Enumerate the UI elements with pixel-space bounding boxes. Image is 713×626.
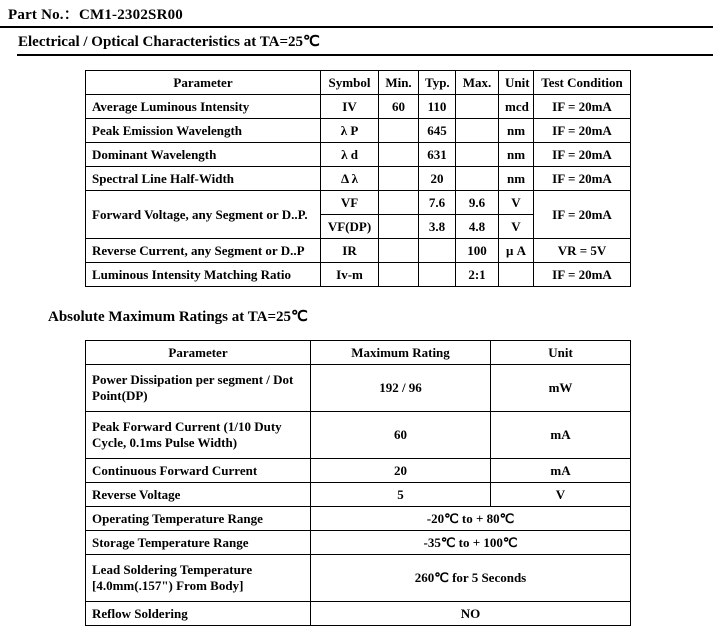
table-cell	[379, 239, 419, 263]
table-cell: λ d	[321, 143, 379, 167]
table-cell: 20	[311, 459, 491, 483]
table-cell: VF	[321, 191, 379, 215]
table-cell	[379, 263, 419, 287]
header-row	[86, 71, 631, 95]
table-cell: 631	[419, 143, 456, 167]
table-row	[86, 167, 631, 191]
table-cell	[456, 167, 499, 191]
table-cell: VF(DP)	[321, 215, 379, 239]
table-row	[86, 507, 631, 531]
table-row	[86, 239, 631, 263]
table-cell: nm	[499, 167, 534, 191]
table-cell	[419, 263, 456, 287]
column-header: Unit	[499, 71, 534, 95]
table-cell: 20	[419, 167, 456, 191]
table-row	[86, 143, 631, 167]
table-cell: 260℃ for 5 Seconds	[311, 555, 631, 602]
table-cell: Reflow Soldering	[86, 602, 311, 626]
table-cell: Δ λ	[321, 167, 379, 191]
table-cell: V	[491, 483, 631, 507]
table-row	[86, 602, 631, 626]
table-cell: mA	[491, 412, 631, 459]
table-cell: Lead Soldering Temperature [4.0mm(.157") From Body]	[86, 555, 311, 602]
table-cell: 4.8	[456, 215, 499, 239]
table-cell: mW	[491, 365, 631, 412]
electrical-characteristics-table-container	[0, 70, 713, 287]
header-row	[86, 341, 631, 365]
table-cell: Continuous Forward Current	[86, 459, 311, 483]
electrical-characteristics-table	[85, 70, 631, 287]
column-header: Max.	[456, 71, 499, 95]
table-cell: -20℃ to + 80℃	[311, 507, 631, 531]
table-cell	[379, 119, 419, 143]
table-cell: Power Dissipation per segment / Dot Point(DP)	[86, 365, 311, 412]
table-row	[86, 483, 631, 507]
table-cell	[499, 263, 534, 287]
table-row	[86, 95, 631, 119]
section-title-electrical: Electrical / Optical Characteristics at TA=25℃	[18, 34, 320, 50]
table-cell: 9.6	[456, 191, 499, 215]
table-row	[86, 459, 631, 483]
table-cell: V	[499, 215, 534, 239]
table-cell: Average Luminous Intensity	[86, 95, 321, 119]
table-cell: V	[499, 191, 534, 215]
table-cell: Peak Emission Wavelength	[86, 119, 321, 143]
table-cell	[456, 95, 499, 119]
table-cell	[379, 215, 419, 239]
table-cell: IR	[321, 239, 379, 263]
absolute-maximum-ratings-table-container	[0, 340, 713, 626]
table-cell: μ A	[499, 239, 534, 263]
table-cell: mcd	[499, 95, 534, 119]
table-cell: VR = 5V	[534, 239, 631, 263]
table-cell	[379, 167, 419, 191]
table-cell: IF = 20mA	[534, 119, 631, 143]
table-cell: 192 / 96	[311, 365, 491, 412]
column-header: Parameter	[86, 341, 311, 365]
table-row	[86, 191, 631, 215]
column-header: Unit	[491, 341, 631, 365]
table-cell: 110	[419, 95, 456, 119]
table-cell: 7.6	[419, 191, 456, 215]
column-header: Min.	[379, 71, 419, 95]
table-cell: IF = 20mA	[534, 95, 631, 119]
table-cell: 60	[311, 412, 491, 459]
table-cell: 645	[419, 119, 456, 143]
table-row	[86, 531, 631, 555]
table-cell: nm	[499, 143, 534, 167]
table-cell: Storage Temperature Range	[86, 531, 311, 555]
column-header: Maximum Rating	[311, 341, 491, 365]
table-cell: NO	[311, 602, 631, 626]
section-title-max-ratings: Absolute Maximum Ratings at TA=25℃	[48, 309, 308, 325]
table-cell: 60	[379, 95, 419, 119]
table-cell: Operating Temperature Range	[86, 507, 311, 531]
table-cell: Forward Voltage, any Segment or D..P.	[86, 191, 321, 239]
table-cell: 5	[311, 483, 491, 507]
table-row	[86, 263, 631, 287]
table-cell: mA	[491, 459, 631, 483]
table-cell: 100	[456, 239, 499, 263]
absolute-maximum-ratings-table	[85, 340, 631, 626]
table-cell: -35℃ to + 100℃	[311, 531, 631, 555]
table-cell	[419, 239, 456, 263]
table-row	[86, 365, 631, 412]
table-cell: 2:1	[456, 263, 499, 287]
column-header: Typ.	[419, 71, 456, 95]
table-row	[86, 555, 631, 602]
table-row	[86, 412, 631, 459]
column-header: Symbol	[321, 71, 379, 95]
divider	[17, 54, 713, 56]
table-cell	[456, 143, 499, 167]
table-cell: IF = 20mA	[534, 167, 631, 191]
table-cell: IF = 20mA	[534, 143, 631, 167]
table-cell: IF = 20mA	[534, 263, 631, 287]
table-cell: λ P	[321, 119, 379, 143]
table-cell: Reverse Voltage	[86, 483, 311, 507]
table-cell: Reverse Current, any Segment or D..P	[86, 239, 321, 263]
table-cell: nm	[499, 119, 534, 143]
table-cell	[456, 119, 499, 143]
table-cell: Peak Forward Current (1/10 Duty Cycle, 0.1ms Pulse Width)	[86, 412, 311, 459]
table-cell	[379, 143, 419, 167]
table-row	[86, 119, 631, 143]
table-cell: IV	[321, 95, 379, 119]
table-cell: Dominant Wavelength	[86, 143, 321, 167]
table-cell: Spectral Line Half-Width	[86, 167, 321, 191]
table-cell: 3.8	[419, 215, 456, 239]
column-header: Test Condition	[534, 71, 631, 95]
part-number: Part No.：CM1-2302SR00	[8, 7, 184, 23]
column-header: Parameter	[86, 71, 321, 95]
table-cell: IF = 20mA	[534, 191, 631, 239]
table-cell: Luminous Intensity Matching Ratio	[86, 263, 321, 287]
table-cell	[379, 191, 419, 215]
table-cell: Iv-m	[321, 263, 379, 287]
